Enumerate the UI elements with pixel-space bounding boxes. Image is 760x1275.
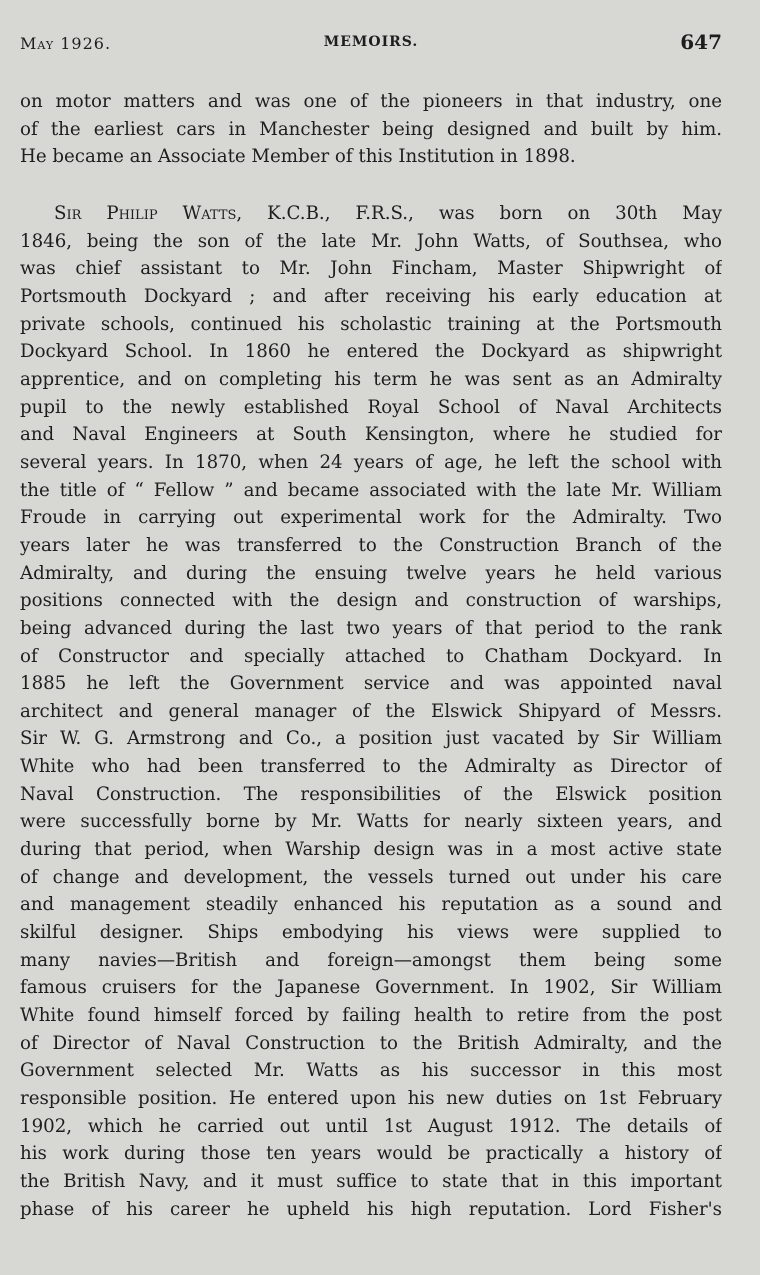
line-text: Portsmouth Dockyard ; and after receiving his early education at xyxy=(20,285,722,307)
text-line xyxy=(20,864,722,892)
text-line xyxy=(20,1085,722,1113)
line-text: years later he was transferred to the Construction Branch of the xyxy=(20,534,722,556)
text-line xyxy=(20,477,722,505)
text-line xyxy=(20,1057,722,1085)
text-line xyxy=(20,1113,722,1141)
text-line xyxy=(20,725,722,753)
line-text: Admiralty, and during the ensuing twelve years he held various xyxy=(20,562,722,584)
line-text: of Director of Naval Construction to the British Admiralty, and the xyxy=(20,1032,722,1054)
line-text: and Naval Engineers at South Kensington, where he studied for xyxy=(20,424,722,446)
text-line xyxy=(20,255,722,283)
line-text: Dockyard School. In 1860 he entered the Dockyard as shipwright xyxy=(20,341,722,363)
text-line xyxy=(20,587,722,615)
text-line xyxy=(20,1168,722,1196)
line-text: positions connected with the design and construction of warships, xyxy=(20,590,722,612)
line-text: Government selected Mr. Watts as his successor in this most xyxy=(20,1060,722,1082)
line-text: K.C.B., F.R.S., was born on 30th May xyxy=(242,203,722,224)
line-text: He became an Associate Member of this Institution in 1898. xyxy=(20,146,576,168)
text-line xyxy=(20,1030,722,1058)
line-text: during that period, when Warship design was in a most active state xyxy=(20,839,722,861)
line-text: the title of “ Fellow ” and became associated with the late Mr. William xyxy=(20,479,722,501)
line-text: being advanced during the last two years of that period to the rank xyxy=(20,617,722,639)
line-text: architect and general manager of the Elswick Shipyard of Messrs. xyxy=(20,700,722,722)
line-text: White found himself forced by failing health to retire from the post xyxy=(20,1005,722,1027)
text-line xyxy=(20,449,722,477)
text-line xyxy=(20,421,722,449)
text-line xyxy=(20,643,722,671)
line-text: White who had been transferred to the Admiralty as Director of xyxy=(20,756,722,778)
line-text: private schools, continued his scholastic training at the Portsmouth xyxy=(20,313,722,335)
text-line xyxy=(20,532,722,560)
line-text: pupil to the newly established Royal School of Naval Architects xyxy=(20,396,722,418)
line-text: of change and development, the vessels turned out under his care xyxy=(20,866,722,888)
page-number: 647 xyxy=(680,30,722,54)
text-line xyxy=(20,891,722,919)
line-text: was chief assistant to Mr. John Fincham, Master Shipwright of xyxy=(20,258,722,280)
text-line xyxy=(20,1140,722,1168)
line-text: 1885 he left the Government service and was appointed naval xyxy=(20,673,722,695)
text-line xyxy=(20,394,722,422)
text-line xyxy=(20,947,722,975)
text-line xyxy=(20,560,722,588)
line-text: and management steadily enhanced his reputation as a sound and xyxy=(20,894,722,916)
line-text: 1846, being the son of the late Mr. John Watts, of Southsea, who xyxy=(20,230,722,252)
line-text: several years. In 1870, when 24 years of age, he left the school with xyxy=(20,451,722,473)
line-text: on motor matters and was one of the pioneers in that industry, one xyxy=(20,91,722,112)
line-text: of the earliest cars in Manchester being designed and built by him. xyxy=(20,118,722,140)
text-line xyxy=(20,836,722,864)
text-line xyxy=(20,919,722,947)
header-date: May 1926. xyxy=(20,34,112,53)
running-header xyxy=(20,30,722,56)
text-line xyxy=(20,698,722,726)
text-line xyxy=(20,200,722,228)
text-line xyxy=(20,615,722,643)
text-line xyxy=(20,781,722,809)
person-name: Sir Philip Watts, xyxy=(54,203,243,224)
text-line xyxy=(20,228,722,256)
header-section-title: MEMOIRS. xyxy=(323,34,419,50)
text-line xyxy=(20,670,722,698)
paragraph-sir-philip-watts xyxy=(20,200,722,1223)
line-text: apprentice, and on completing his term he was sent as an Admiralty xyxy=(20,368,722,390)
text-line xyxy=(20,283,722,311)
line-text: skilful designer. Ships embodying his views were supplied to xyxy=(20,922,722,944)
line-text: responsible position. He entered upon his new duties on 1st February xyxy=(20,1088,722,1109)
text-line xyxy=(20,338,722,366)
line-text: Sir W. G. Armstrong and Co., a position just vacated by Sir William xyxy=(20,728,722,750)
line-text: famous cruisers for the Japanese Government. In 1902, Sir William xyxy=(20,977,722,999)
text-line xyxy=(20,504,722,532)
line-text: many navies—British and foreign—amongst them being some xyxy=(20,949,722,971)
text-line xyxy=(20,143,722,171)
line-text: the British Navy, and it must suffice to state that in this important xyxy=(20,1170,722,1192)
text-line xyxy=(20,1002,722,1030)
paragraph-motor-matters xyxy=(20,88,722,171)
text-line xyxy=(20,974,722,1002)
text-line xyxy=(20,366,722,394)
text-line xyxy=(20,88,722,116)
text-line xyxy=(20,1196,722,1224)
text-line xyxy=(20,808,722,836)
line-text: phase of his career he upheld his high reputation. Lord Fisher's xyxy=(20,1198,722,1220)
text-line xyxy=(20,116,722,144)
line-text: 1902, which he carried out until 1st August 1912. The details of xyxy=(20,1115,722,1137)
line-text: Naval Construction. The responsibilities of the Elswick position xyxy=(20,783,722,805)
text-line xyxy=(20,311,722,339)
line-text: of Constructor and specially attached to Chatham Dockyard. In xyxy=(20,645,722,667)
line-text: were successfully borne by Mr. Watts for nearly sixteen years, and xyxy=(20,811,722,833)
text-line xyxy=(20,753,722,781)
line-text: Froude in carrying out experimental work for the Admiralty. Two xyxy=(20,507,722,529)
line-text: his work during those ten years would be practically a history of xyxy=(20,1143,722,1165)
